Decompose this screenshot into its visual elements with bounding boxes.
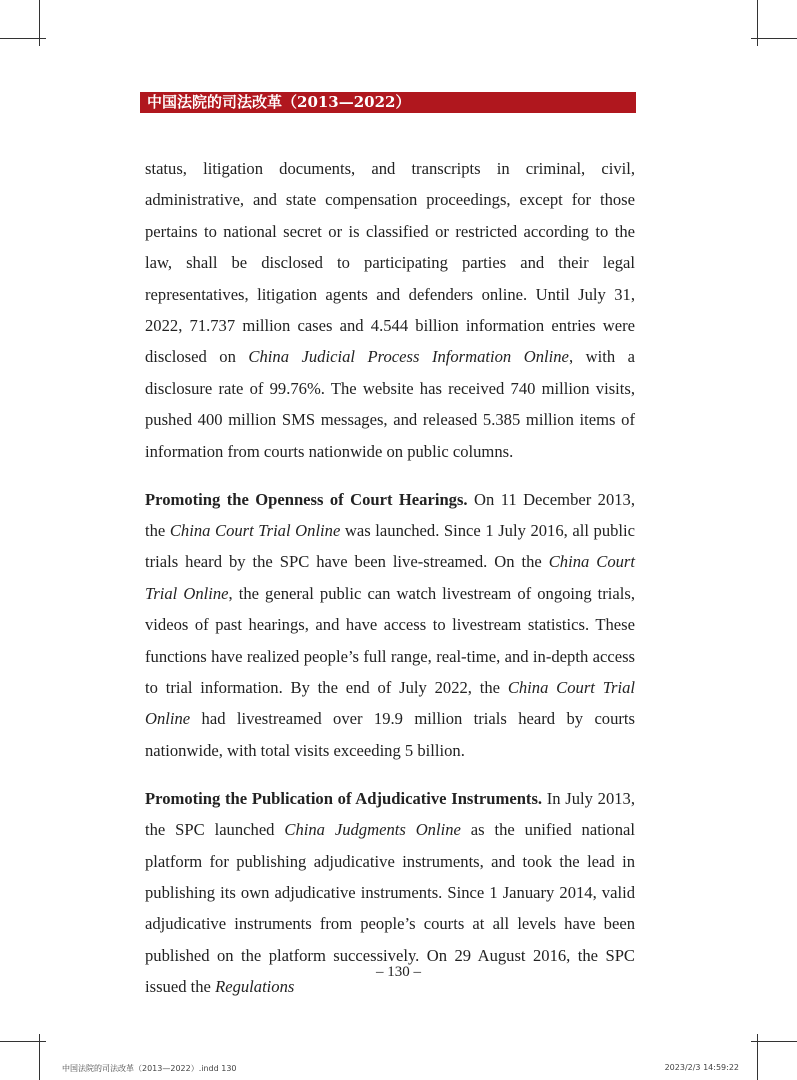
crop-mark <box>39 0 40 46</box>
italic-title: China Judicial Process Information Online <box>248 347 569 367</box>
text-run: status, litigation documents, and transcripts in criminal, civil, administrative, and state compensation proceedings, except for those pertains to national secret or is classified or restricted according to the law, shall be disclosed to participating parties and their legal representatives, litigation agents and defenders online. Until July 31, 2022, 71.737 million cases and 4.544 billion information entries were disclosed on <box>145 159 635 367</box>
paragraph <box>145 153 635 467</box>
italic-title: Regulations <box>215 977 295 997</box>
paragraph <box>145 484 635 767</box>
crop-mark <box>0 38 46 39</box>
text-run: On 11 December 2013, the <box>145 489 635 540</box>
paragraph-heading: Promoting the Publication of Adjudicative Instruments. <box>145 788 543 808</box>
text-run: In July 2013, the SPC launched <box>145 788 636 840</box>
text-run: , with a disclosure rate of 99.76%. The website has received 740 million visits, pushed 400 million SMS messages, and released 5.385 million items of information from courts nationwide on public columns. <box>145 347 636 461</box>
crop-mark <box>757 0 758 46</box>
text-run: was launched. Since 1 July 2016, all public trials heard by the SPC have been live-streamed. On the <box>145 520 636 572</box>
italic-title: China Court Trial Online <box>145 678 635 729</box>
italic-title: China Judgments Online <box>284 820 461 840</box>
text-run: , the general public can watch livestream of ongoing trials, videos of past hearings, and have access to livestream statistics. These functions have realized people’s full range, real-time, and in-depth access to trial information. By the end of July 2022, the <box>145 583 635 697</box>
header-title: 中国法院的司法改革（2013—2022） <box>147 93 411 111</box>
crop-mark <box>751 1041 797 1042</box>
text-run: as the unified national platform for publishing adjudicative instruments, and took the lead in publishing its own adjudicative instruments. Since 1 January 2014, valid adjudicative instruments from people’s courts at all levels have been published on the platform successively. On 29 August 2016, the SPC issued the <box>145 820 635 997</box>
crop-mark <box>0 1041 46 1042</box>
paragraph-heading: Promoting the Openness of Court Hearings. <box>145 489 468 509</box>
body-text <box>145 153 635 1019</box>
italic-title: China Court Trial Online <box>169 520 341 540</box>
crop-mark <box>751 38 797 39</box>
footer-timestamp: 2023/2/3 14:59:22 <box>664 1063 739 1072</box>
italic-title: China Court Trial Online <box>145 552 635 603</box>
text-run: had livestreamed over 19.9 million trials heard by courts nationwide, with total visits exceeding 5 billion. <box>145 709 635 760</box>
page-number: – 130 – <box>376 964 421 980</box>
footer-file-info: 中国法院的司法改革（2013—2022）.indd 130 <box>62 1064 237 1073</box>
running-header <box>140 92 636 113</box>
